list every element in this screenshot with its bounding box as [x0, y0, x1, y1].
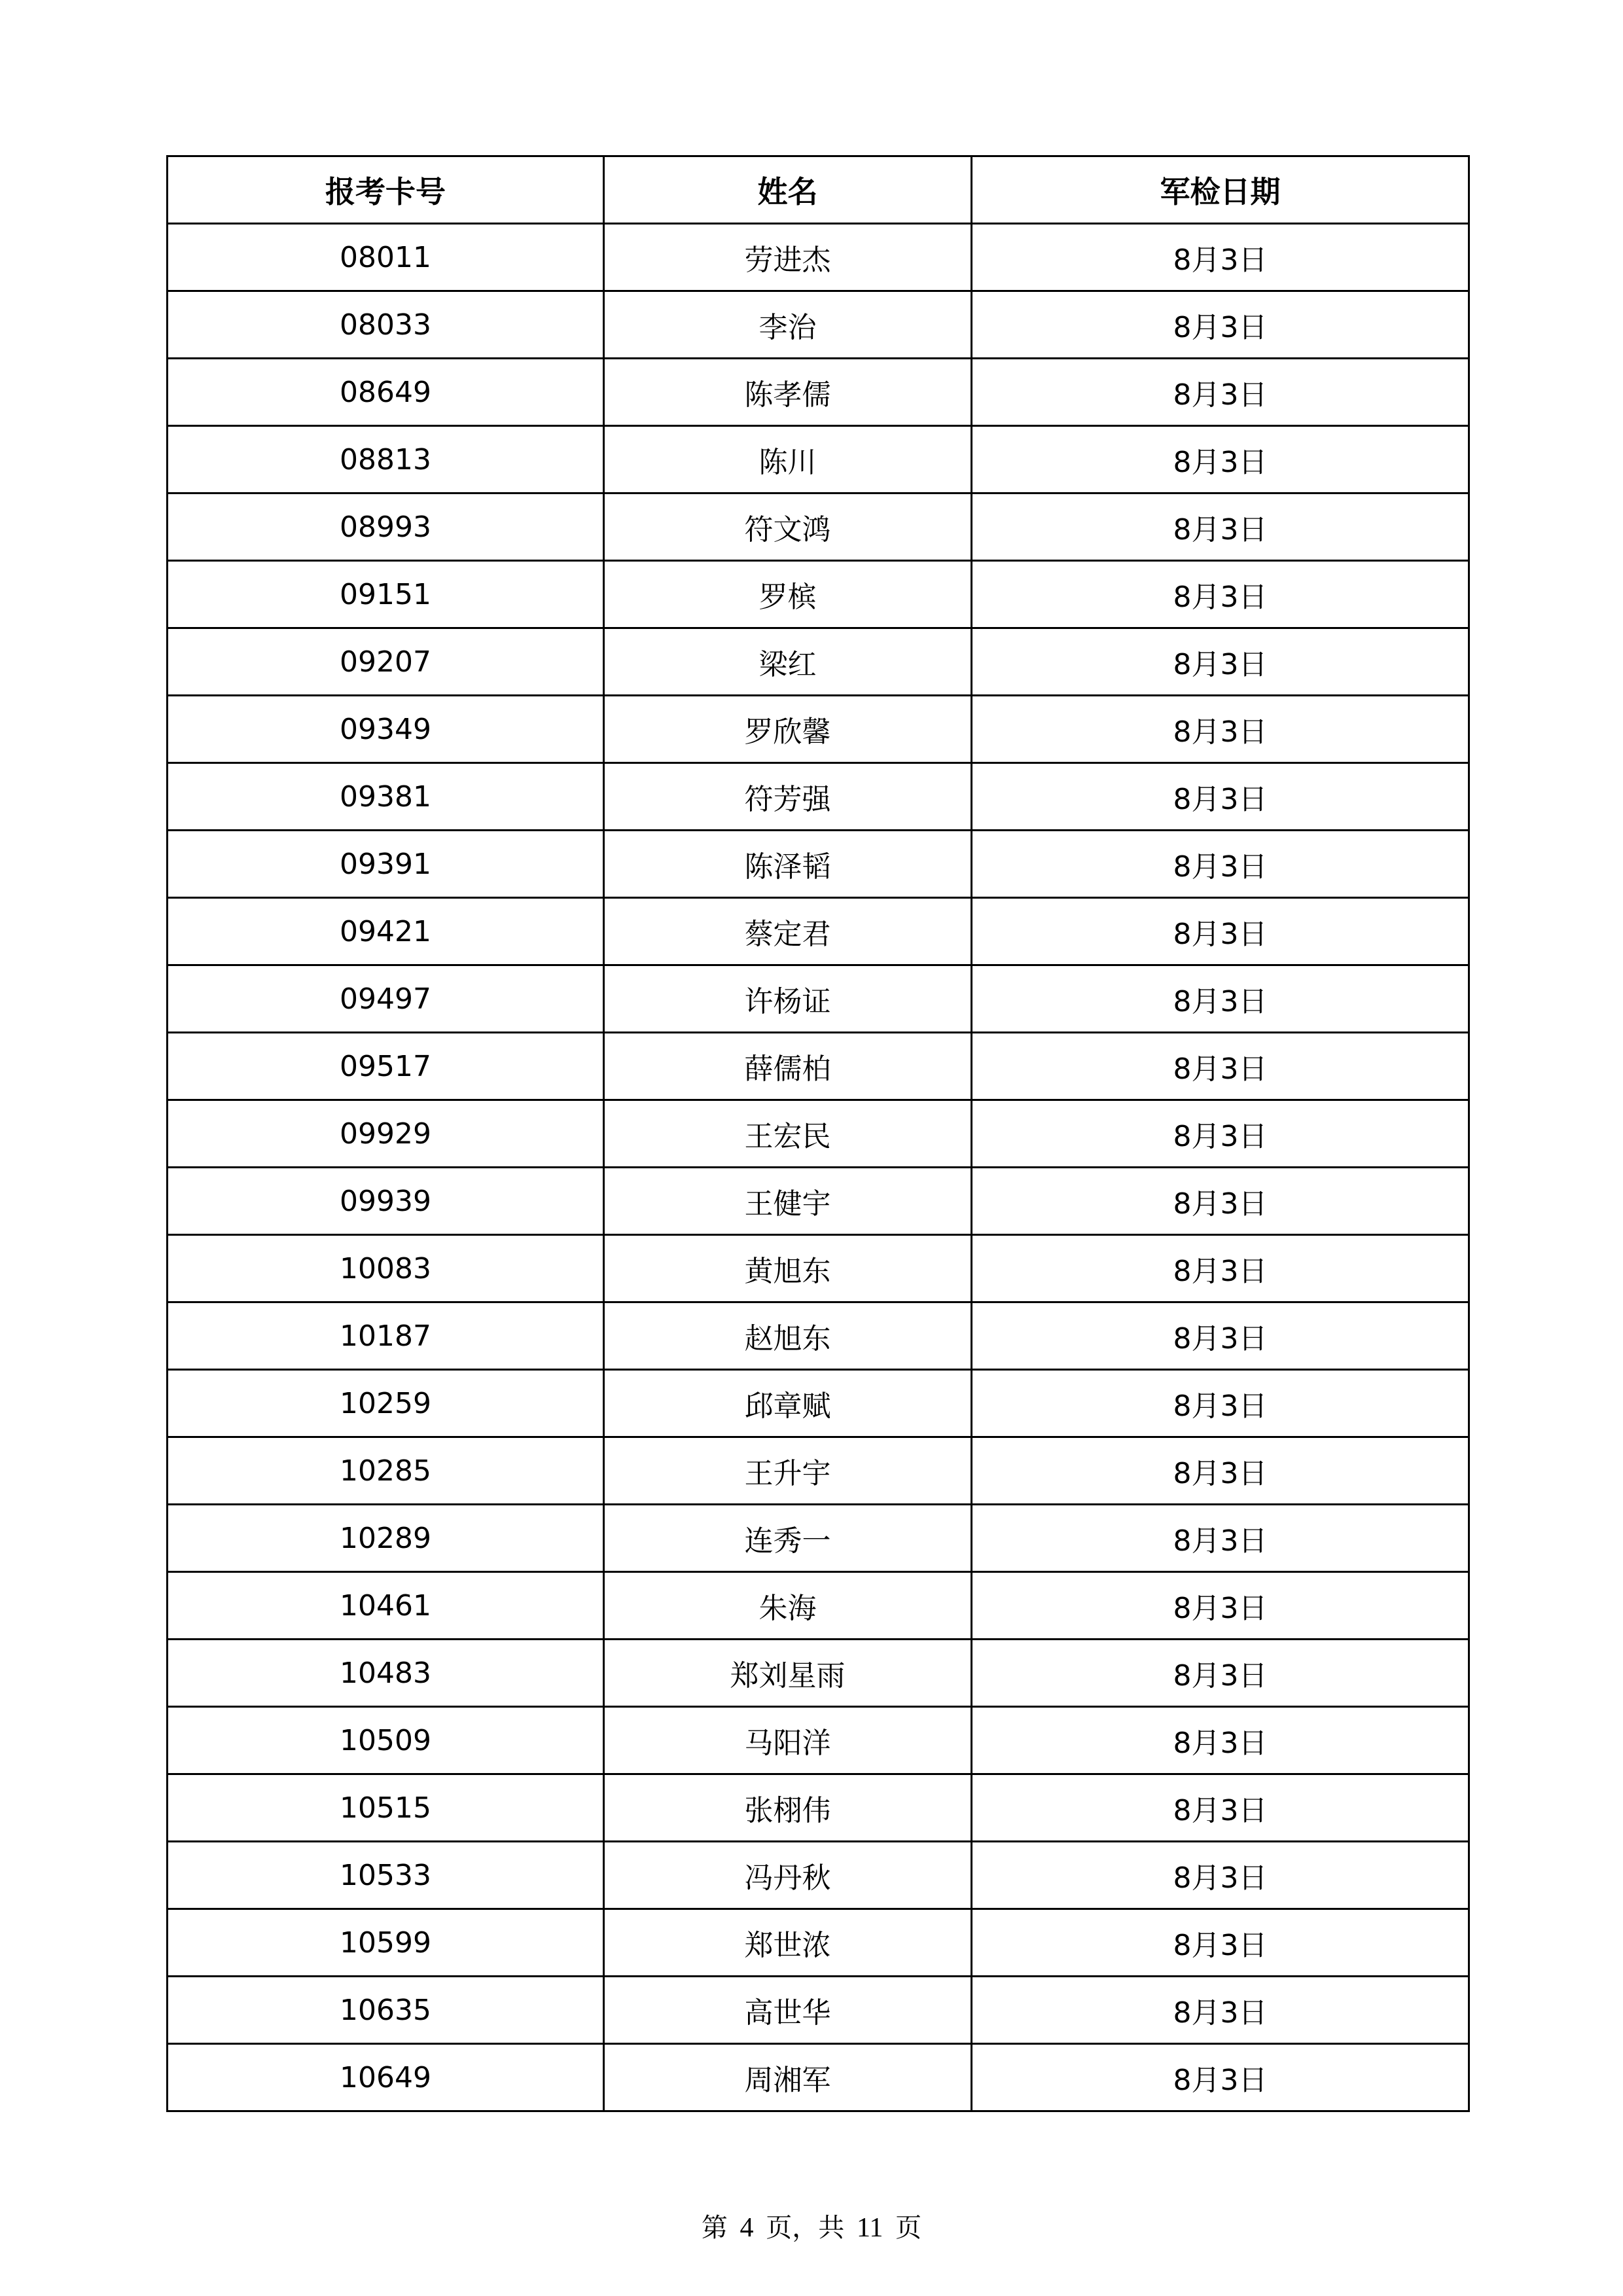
table-row	[168, 1977, 1469, 2044]
cell-name: 郑刘星雨	[604, 1640, 972, 1707]
cell-military-check-date: 8月3日	[972, 1033, 1469, 1100]
cell-name: 王升宇	[604, 1437, 972, 1505]
cell-exam-card-number: 10259	[168, 1370, 604, 1437]
cell-military-check-date: 8月3日	[972, 1505, 1469, 1572]
cell-name: 连秀一	[604, 1505, 972, 1572]
table-row	[168, 1909, 1469, 1977]
cell-military-check-date: 8月3日	[972, 1437, 1469, 1505]
cell-military-check-date: 8月3日	[972, 1100, 1469, 1168]
cell-exam-card-number: 10635	[168, 1977, 604, 2044]
cell-name: 周湘军	[604, 2044, 972, 2111]
cell-name: 符文鸿	[604, 493, 972, 561]
footer-middle: 页，共	[766, 2213, 845, 2243]
table-row	[168, 2044, 1469, 2111]
cell-exam-card-number: 09381	[168, 763, 604, 831]
cell-exam-card-number: 09939	[168, 1168, 604, 1235]
cell-military-check-date: 8月3日	[972, 359, 1469, 426]
cell-name: 陈孝儒	[604, 359, 972, 426]
table-header-row	[168, 156, 1469, 224]
cell-name: 朱海	[604, 1572, 972, 1640]
page-footer	[0, 2207, 1623, 2244]
header-exam-card-number: 报考卡号	[168, 156, 604, 224]
cell-military-check-date: 8月3日	[972, 898, 1469, 965]
cell-military-check-date: 8月3日	[972, 224, 1469, 291]
cell-exam-card-number: 10599	[168, 1909, 604, 1977]
table-row	[168, 1437, 1469, 1505]
cell-military-check-date: 8月3日	[972, 1977, 1469, 2044]
table-row	[168, 1572, 1469, 1640]
cell-military-check-date: 8月3日	[972, 1168, 1469, 1235]
table-row	[168, 426, 1469, 493]
cell-military-check-date: 8月3日	[972, 1640, 1469, 1707]
footer-suffix: 页	[895, 2213, 922, 2243]
cell-exam-card-number: 10083	[168, 1235, 604, 1302]
cell-exam-card-number: 09207	[168, 628, 604, 696]
cell-name: 陈川	[604, 426, 972, 493]
cell-name: 黄旭东	[604, 1235, 972, 1302]
cell-military-check-date: 8月3日	[972, 2044, 1469, 2111]
cell-name: 邱章赋	[604, 1370, 972, 1437]
cell-military-check-date: 8月3日	[972, 426, 1469, 493]
footer-current-page: 4	[740, 2213, 754, 2243]
cell-exam-card-number: 08813	[168, 426, 604, 493]
cell-military-check-date: 8月3日	[972, 1302, 1469, 1370]
cell-exam-card-number: 09421	[168, 898, 604, 965]
cell-military-check-date: 8月3日	[972, 1707, 1469, 1774]
cell-name: 赵旭东	[604, 1302, 972, 1370]
table-row	[168, 628, 1469, 696]
cell-name: 薛儒柏	[604, 1033, 972, 1100]
cell-exam-card-number: 10187	[168, 1302, 604, 1370]
cell-exam-card-number: 08993	[168, 493, 604, 561]
cell-name: 马阳洋	[604, 1707, 972, 1774]
table-row	[168, 1235, 1469, 1302]
cell-exam-card-number: 09517	[168, 1033, 604, 1100]
cell-military-check-date: 8月3日	[972, 831, 1469, 898]
cell-exam-card-number: 09497	[168, 965, 604, 1033]
table-row	[168, 1168, 1469, 1235]
cell-name: 高世华	[604, 1977, 972, 2044]
cell-name: 冯丹秋	[604, 1842, 972, 1909]
roster-table	[166, 155, 1470, 2112]
cell-military-check-date: 8月3日	[972, 628, 1469, 696]
cell-exam-card-number: 08011	[168, 224, 604, 291]
cell-name: 李治	[604, 291, 972, 359]
cell-exam-card-number: 10289	[168, 1505, 604, 1572]
table-row	[168, 898, 1469, 965]
cell-exam-card-number: 08649	[168, 359, 604, 426]
cell-name: 蔡定君	[604, 898, 972, 965]
footer-total-pages: 11	[856, 2213, 883, 2243]
cell-exam-card-number: 10533	[168, 1842, 604, 1909]
cell-name: 王宏民	[604, 1100, 972, 1168]
table-row	[168, 965, 1469, 1033]
table-row	[168, 1302, 1469, 1370]
table-row	[168, 696, 1469, 763]
cell-military-check-date: 8月3日	[972, 1572, 1469, 1640]
cell-name: 郑世浓	[604, 1909, 972, 1977]
table-row	[168, 831, 1469, 898]
table-row	[168, 1370, 1469, 1437]
cell-military-check-date: 8月3日	[972, 1235, 1469, 1302]
cell-exam-card-number: 10649	[168, 2044, 604, 2111]
table-row	[168, 224, 1469, 291]
cell-military-check-date: 8月3日	[972, 763, 1469, 831]
cell-military-check-date: 8月3日	[972, 291, 1469, 359]
cell-exam-card-number: 10285	[168, 1437, 604, 1505]
footer-prefix: 第	[701, 2213, 728, 2243]
table-row	[168, 493, 1469, 561]
cell-exam-card-number: 09391	[168, 831, 604, 898]
cell-name: 梁红	[604, 628, 972, 696]
cell-exam-card-number: 09929	[168, 1100, 604, 1168]
cell-military-check-date: 8月3日	[972, 696, 1469, 763]
table-row	[168, 1842, 1469, 1909]
cell-military-check-date: 8月3日	[972, 493, 1469, 561]
cell-name: 罗欣馨	[604, 696, 972, 763]
table-row	[168, 763, 1469, 831]
table-row	[168, 1774, 1469, 1842]
table-row	[168, 1505, 1469, 1572]
table-row	[168, 1640, 1469, 1707]
cell-name: 符芳强	[604, 763, 972, 831]
table-row	[168, 291, 1469, 359]
cell-name: 劳进杰	[604, 224, 972, 291]
cell-military-check-date: 8月3日	[972, 965, 1469, 1033]
cell-military-check-date: 8月3日	[972, 561, 1469, 628]
cell-military-check-date: 8月3日	[972, 1774, 1469, 1842]
table-body	[168, 224, 1469, 2111]
header-name: 姓名	[604, 156, 972, 224]
cell-name: 罗槟	[604, 561, 972, 628]
cell-name: 许杨证	[604, 965, 972, 1033]
cell-military-check-date: 8月3日	[972, 1909, 1469, 1977]
cell-exam-card-number: 10515	[168, 1774, 604, 1842]
cell-exam-card-number: 10461	[168, 1572, 604, 1640]
cell-military-check-date: 8月3日	[972, 1842, 1469, 1909]
header-military-check-date: 军检日期	[972, 156, 1469, 224]
cell-military-check-date: 8月3日	[972, 1370, 1469, 1437]
cell-exam-card-number: 10509	[168, 1707, 604, 1774]
table-row	[168, 1100, 1469, 1168]
cell-name: 王健宇	[604, 1168, 972, 1235]
cell-name: 陈泽韬	[604, 831, 972, 898]
cell-exam-card-number: 09151	[168, 561, 604, 628]
cell-exam-card-number: 08033	[168, 291, 604, 359]
table-row	[168, 359, 1469, 426]
table-row	[168, 561, 1469, 628]
table-row	[168, 1707, 1469, 1774]
cell-exam-card-number: 10483	[168, 1640, 604, 1707]
table-row	[168, 1033, 1469, 1100]
cell-name: 张栩伟	[604, 1774, 972, 1842]
cell-exam-card-number: 09349	[168, 696, 604, 763]
